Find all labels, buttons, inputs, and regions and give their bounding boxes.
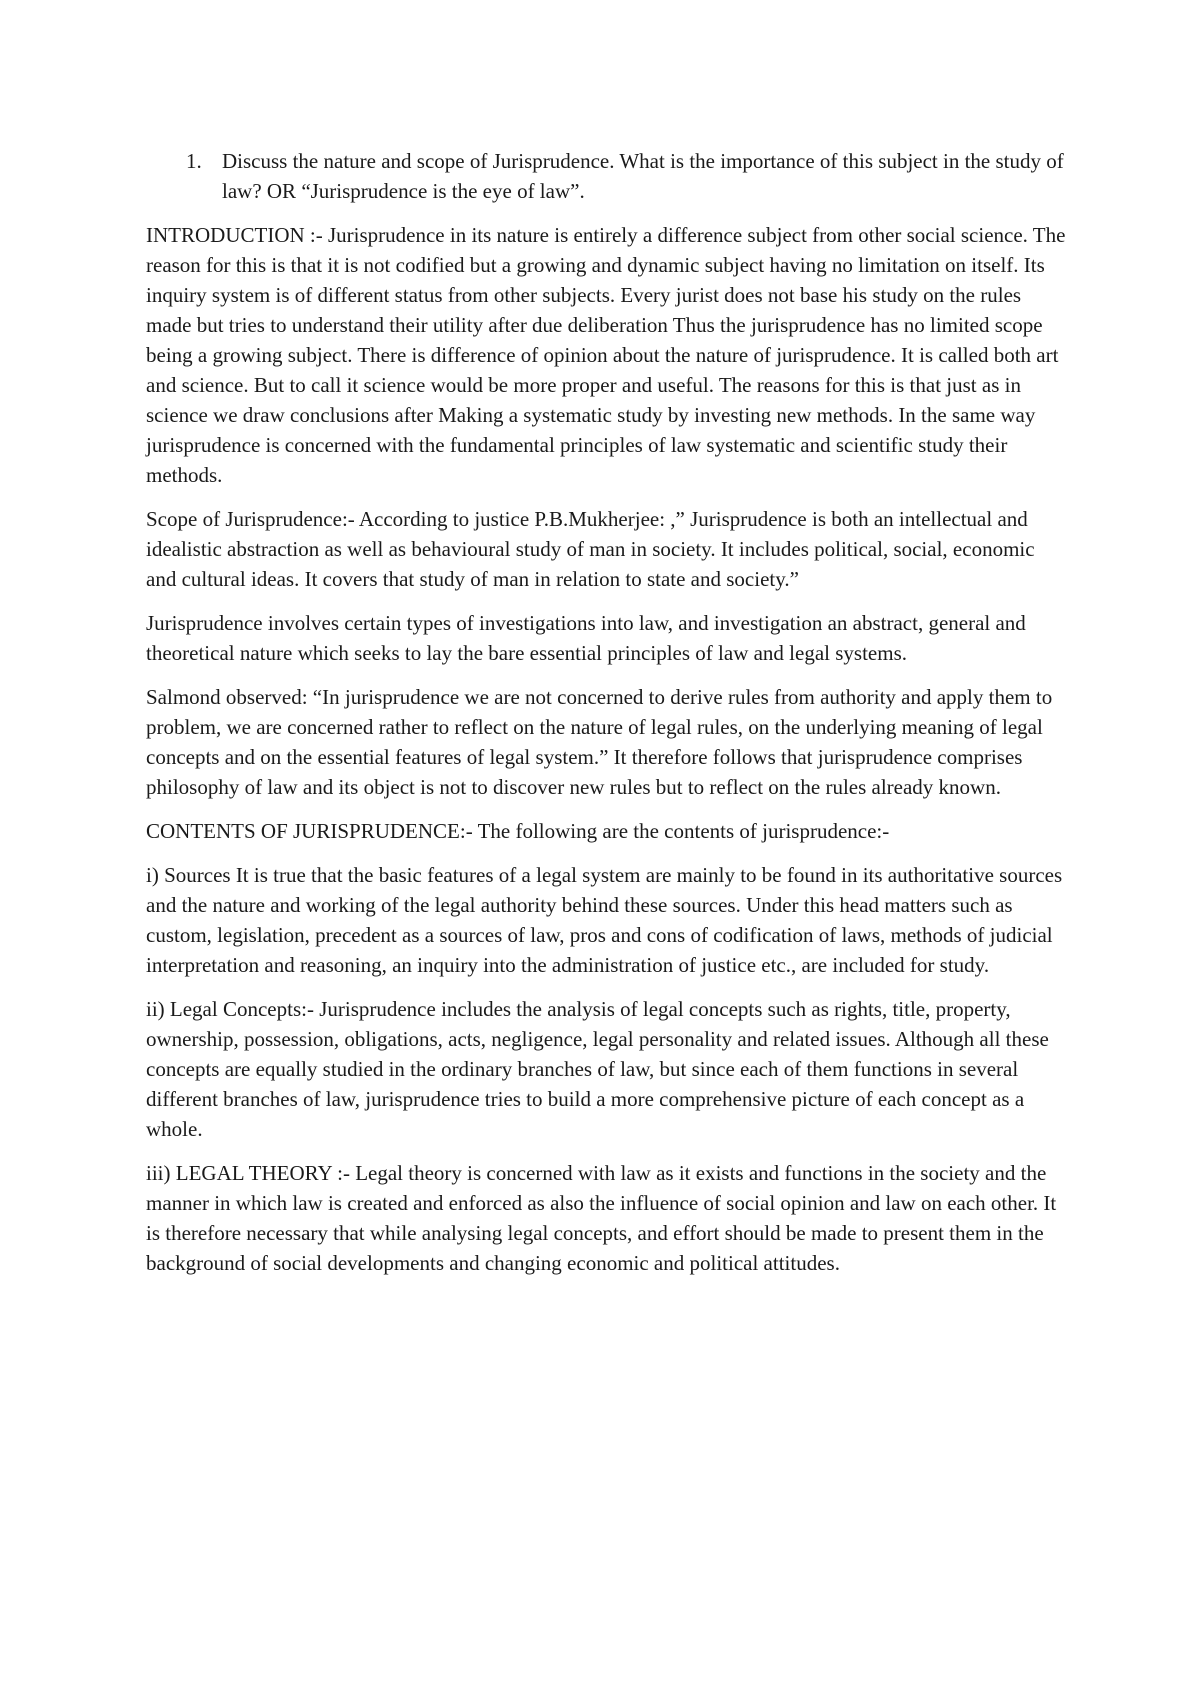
salmond-paragraph: Salmond observed: “In jurisprudence we are not concerned to derive rules from authority and apply them to problem, we are concerned rather to reflect on the nature of legal rules, on the underlying meaning of legal concepts and on the essential features of legal system.” It therefore follows that jurisprudence comprises philosophy of law and its object is not to discover new rules but to reflect on the rules already known. <box>146 685 1053 799</box>
question-item <box>186 146 1068 206</box>
question-number: 1. <box>186 149 202 173</box>
question-text: Discuss the nature and scope of Jurisprudence. What is the importance of this subject in the study of law? OR “Jurisprudence is the eye of law”. <box>222 149 1064 203</box>
legal-concepts-paragraph: ii) Legal Concepts:- Jurisprudence includes the analysis of legal concepts such as rights, title, property, ownership, possession, obligations, acts, negligence, legal personality and related issues. Although all these concepts are equally studied in the ordinary branches of law, but since each of them functions in several different branches of law, jurisprudence tries to build a more comprehensive picture of each concept as a whole. <box>146 997 1049 1141</box>
document-page <box>146 146 1068 1292</box>
sources-paragraph: i) Sources It is true that the basic features of a legal system are mainly to be found in its authoritative sources and the nature and working of the legal authority behind these sources. Under this head matters such as custom, legislation, precedent as a sources of law, pros and cons of codification of laws, methods of judicial interpretation and reasoning, an inquiry into the administration of justice etc., are included for study. <box>146 863 1063 977</box>
introduction-paragraph: INTRODUCTION :- Jurisprudence in its nature is entirely a difference subject from other social science. The reason for this is that it is not codified but a growing and dynamic subject having no limitation on itself. Its inquiry system is of different status from other subjects. Every jurist does not base his study on the rules made but tries to understand their utility after due deliberation Thus the jurisprudence has no limited scope being a growing subject. There is difference of opinion about the nature of jurisprudence. It is called both art and science. But to call it science would be more proper and useful. The reasons for this is that just as in science we draw conclusions after Making a systematic study by investing new methods. In the same way jurisprudence is concerned with the fundamental principles of law systematic and scientific study their methods. <box>146 223 1066 487</box>
investigation-paragraph: Jurisprudence involves certain types of investigations into law, and investigation an abstract, general and theoretical nature which seeks to lay the bare essential principles of law and legal systems. <box>146 611 1026 665</box>
scope-paragraph: Scope of Jurisprudence:- According to justice P.B.Mukherjee: ,” Jurisprudence is both an intellectual and idealistic abstraction as well as behavioural study of man in society. It includes political, social, economic and cultural ideas. It covers that study of man in relation to state and society.” <box>146 507 1035 591</box>
legal-theory-paragraph: iii) LEGAL THEORY :- Legal theory is concerned with law as it exists and functions in the society and the manner in which law is created and enforced as also the influence of social opinion and law on each other. It is therefore necessary that while analysing legal concepts, and effort should be made to present them in the background of social developments and changing economic and political attitudes. <box>146 1161 1057 1275</box>
contents-heading-paragraph: CONTENTS OF JURISPRUDENCE:- The following are the contents of jurisprudence:- <box>146 819 890 843</box>
